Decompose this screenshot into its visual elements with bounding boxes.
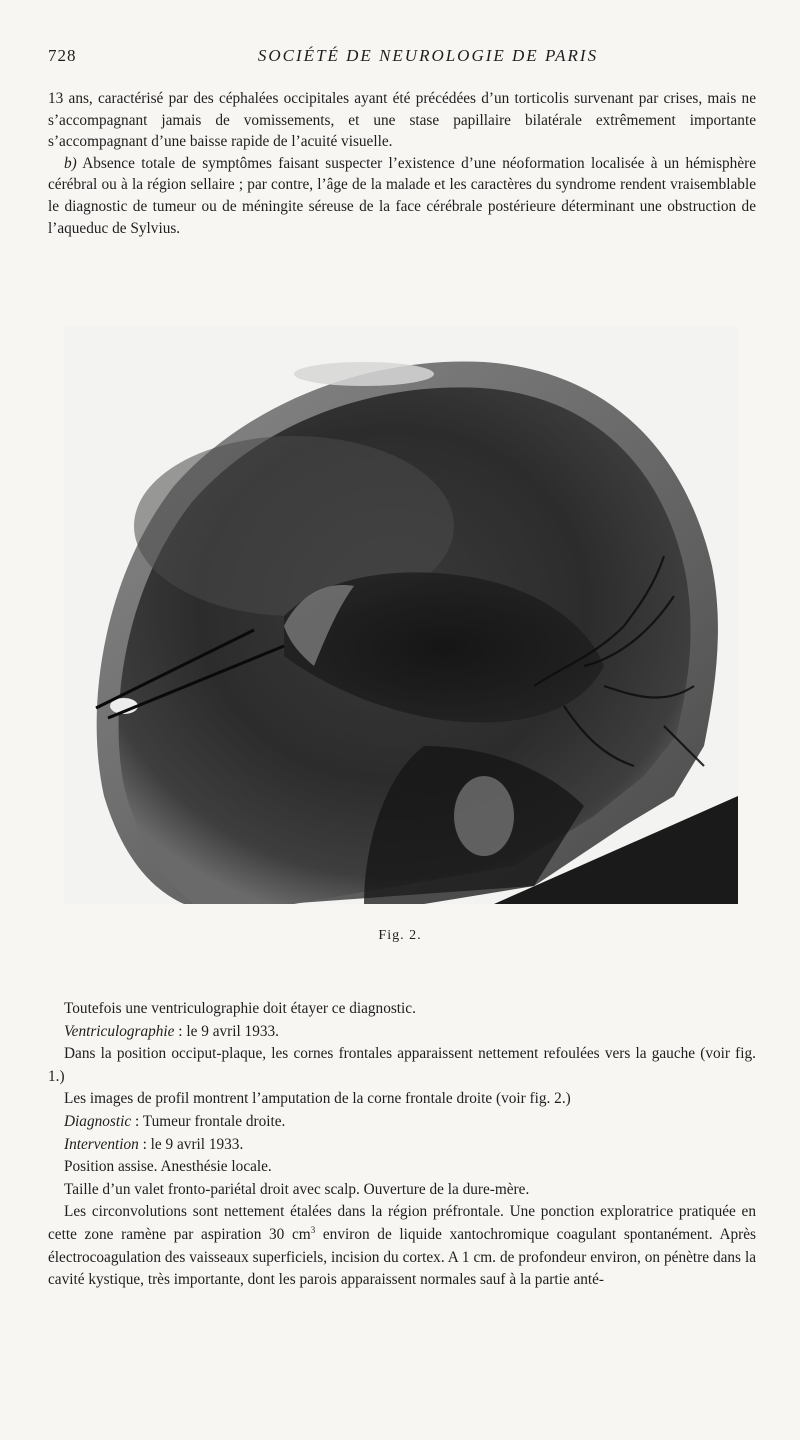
- running-title: SOCIÉTÉ DE NEUROLOGIE DE PARIS: [257, 46, 599, 65]
- paragraph-circonvolutions: [48, 1201, 756, 1291]
- paragraph-continuation: 13 ans, caractérisé par des céphalées occipitales ayant été précédées d’un torticolis survenant par crises, mais ne s’accompagnant jamais de vomissements, et une stase papillaire bilatérale extrêmement importante s’accompagnant d’une baisse rapide de l’acuité visuelle.: [48, 90, 756, 151]
- label-diagnosis: Diagnostic: [64, 1112, 132, 1130]
- paragraph-diagnosis: [48, 1111, 756, 1134]
- skull-xray-image: [64, 326, 738, 904]
- label-ventriculography: Ventriculographie: [64, 1022, 175, 1040]
- superscript-three: 3: [310, 1224, 316, 1235]
- figure-caption: Fig. 2.: [378, 928, 422, 943]
- circonvolutions-text-b: environ de liquide xantochromique coagulant spontanément. Après électrocoagulation des vaisseaux superficiels, incision du cortex. A 1 cm. de profondeur environ, on pénètre dans la cavité kystique, très importante, dont les parois apparaissent normales sauf à la partie anté-: [48, 1225, 756, 1289]
- xray-figure: [64, 326, 738, 904]
- paragraph-b-text: Absence totale de symptômes faisant suspecter l’existence d’une néoformation localisée à un hémisphère cérébral ou à la région sellaire ; par contre, l’âge de la malade et les caractères du syndrome rendent vraisemblable le diagnostic de tumeur ou de méningite séreuse de la face cérébrale postérieure déterminant une obstruction de l’aqueduc de Sylvius.: [48, 154, 756, 237]
- ventriculography-date: : le 9 avril 1933.: [174, 1022, 279, 1040]
- top-text-block: [48, 88, 756, 239]
- label-intervention: Intervention: [64, 1135, 139, 1153]
- diagnosis-text: : Tumeur frontale droite.: [131, 1112, 286, 1130]
- paragraph-profile-images: Les images de profil montrent l’amputation de la corne frontale droite (voir fig. 2.): [64, 1090, 571, 1108]
- paragraph-flap: Taille d’un valet fronto-pariétal droit avec scalp. Ouverture de la dure-mère.: [64, 1180, 530, 1198]
- circonvolutions-text-a: Les circonvolutions sont nettement étalées dans la région préfrontale. Une ponction exploratrice pratiquée en cette zone ramène par aspiration 30 cm: [48, 1203, 756, 1243]
- paragraph-intervention: [48, 1134, 756, 1157]
- page-header: [48, 46, 758, 70]
- bottom-text-block: [48, 998, 756, 1292]
- paragraph-marker: b): [64, 154, 77, 172]
- paragraph-ventriculography: [48, 1021, 756, 1044]
- page-number: 728: [48, 46, 77, 65]
- paragraph-position: Position assise. Anesthésie locale.: [64, 1158, 272, 1176]
- paragraph-b: [48, 153, 756, 239]
- paragraph-ventriculography-intro: Toutefois une ventriculographie doit étayer ce diagnostic.: [64, 1000, 416, 1017]
- intervention-date: : le 9 avril 1933.: [138, 1135, 244, 1153]
- paragraph-occiput-position: Dans la position occiput-plaque, les cornes frontales apparaissent nettement refoulées vers la gauche (voir fig. 1.): [48, 1045, 756, 1085]
